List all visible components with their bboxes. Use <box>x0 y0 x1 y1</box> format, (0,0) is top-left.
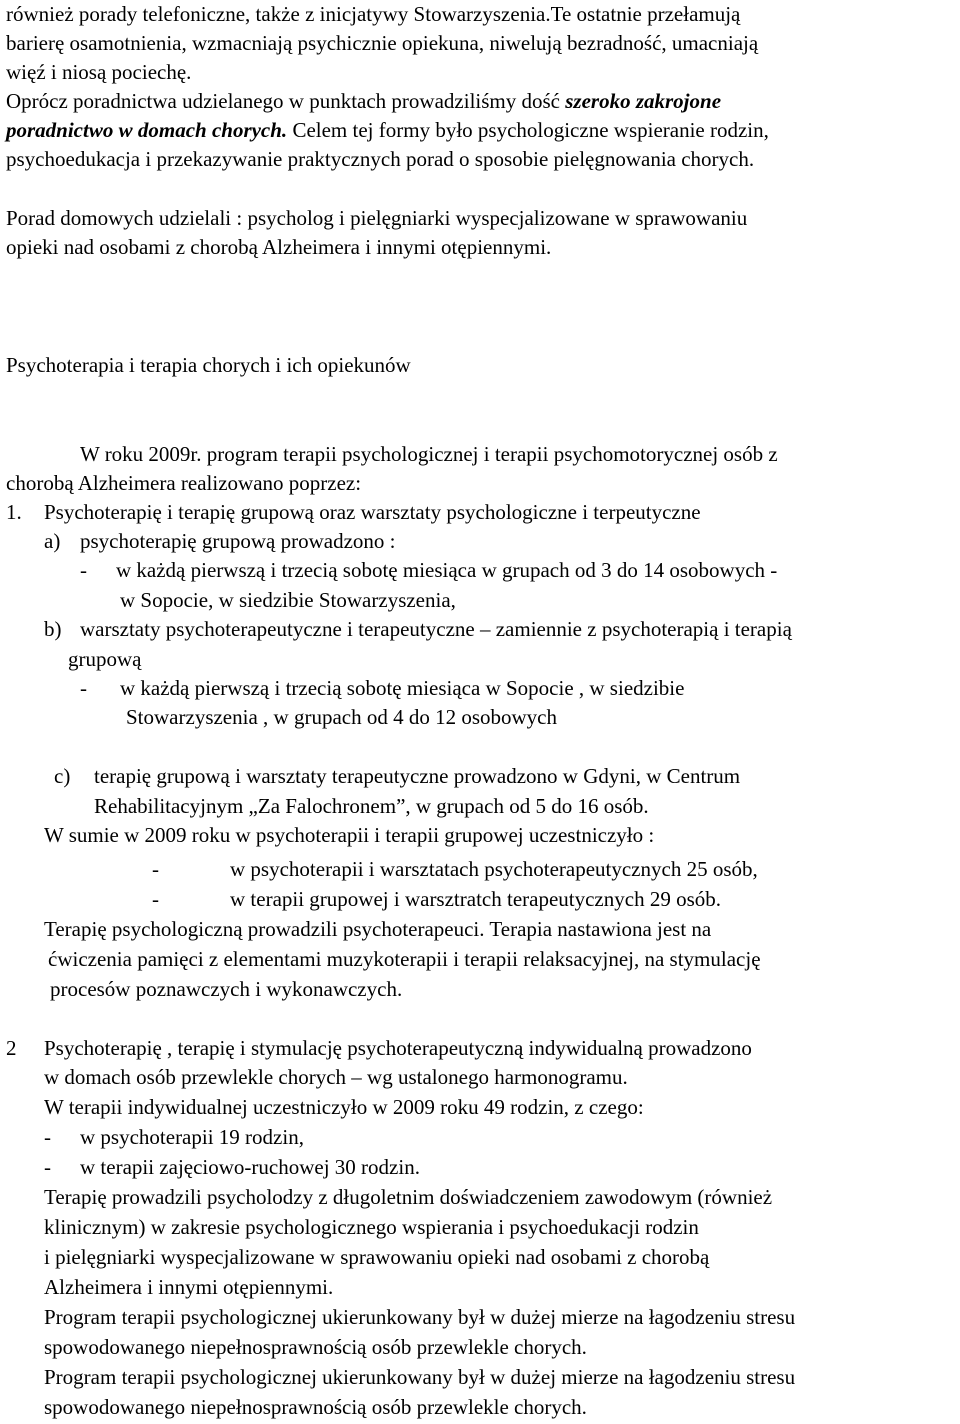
item-2-line-6: Terapię prowadzili psycholodzy z długoletnim doświadczeniem zawodowym (również <box>44 1185 773 1209</box>
item-2-line-4: w psychoterapii 19 rodzin, <box>80 1125 304 1149</box>
item-1a-label: a) <box>44 529 61 553</box>
item-2-line-7: klinicznym) w zakresie psychologicznego wspierania i psychoedukacji rodzin <box>44 1215 699 1239</box>
item-1-number: 1. <box>6 500 22 524</box>
program-line-2: chorobą Alzheimera realizowano poprzez: <box>6 471 362 495</box>
item-1b-sub-1: w każdą pierwszą i trzecią sobotę miesiąca w Sopocie , w siedzibie <box>120 676 685 700</box>
item-2-dash-2: - <box>44 1155 51 1179</box>
section-heading: Psychoterapia i terapia chorych i ich opiekunów <box>6 353 411 377</box>
item-1b-sub-2: Stowarzyszenia , w grupach od 4 do 12 osobowych <box>126 705 557 729</box>
intro-line-4 <box>6 87 721 116</box>
item-2-number: 2 <box>6 1036 17 1060</box>
item-1c-text: terapię grupową i warsztaty terapeutyczne prowadzono w Gdyni, w Centrum <box>94 764 741 788</box>
item-2-line-13: spowodowanego niepełnosprawnością osób przewlekle chorych. <box>44 1395 587 1419</box>
program-line-1: W roku 2009r. program terapii psychologicznej i terapii psychomotorycznej osób z <box>80 442 778 466</box>
item-2-line-8: i pielęgniarki wyspecjalizowane w sprawowaniu opieki nad osobami z chorobą <box>44 1245 710 1269</box>
intro-line-5 <box>6 116 769 145</box>
item-2-dash-1: - <box>44 1125 51 1149</box>
intro-line-5-emphasis: poradnictwo w domach chorych. <box>6 118 288 142</box>
item-2-line-10: Program terapii psychologicznej ukierunkowany był w dużej mierze na łagodzeniu stresu <box>44 1305 796 1329</box>
intro-line-6: psychoedukacja i przekazywanie praktycznych porad o sposobie pielęgnowania chorych. <box>6 147 755 171</box>
item-2-line-1: Psychoterapię , terapię i stymulację psychoterapeutyczną indywidualną prowadzono <box>44 1036 752 1060</box>
item-1a-dash: - <box>80 558 87 582</box>
item-1-sum-item-1: w psychoterapii i warsztatach psychoterapeutycznych 25 osób, <box>230 857 758 881</box>
item-1-sum-item-2: w terapii grupowej i warsztratch terapeutycznych 29 osób. <box>230 887 721 911</box>
porad-line-2: opieki nad osobami z chorobą Alzheimera i innymi otępiennymi. <box>6 235 552 259</box>
porad-line-1: Porad domowych udzielali : psycholog i pielęgniarki wyspecjalizowane w sprawowaniu <box>6 206 748 230</box>
item-1c-text-cont: Rehabilitacyjnym „Za Falochronem”, w grupach od 5 do 16 osób. <box>94 794 649 818</box>
intro-line-2: barierę osamotnienia, wzmacniają psychicznie opiekuna, niwelują bezradność, umacniają <box>6 31 759 55</box>
item-1a-sub-2: w Sopocie, w siedzibie Stowarzyszenia, <box>120 588 456 612</box>
intro-line-1: również porady telefoniczne, także z inicjatywy Stowarzyszenia.Te ostatnie przełamują <box>6 2 741 26</box>
item-1b-text: warsztaty psychoterapeutyczne i terapeutyczne – zamiennie z psychoterapią i terapią <box>80 617 792 641</box>
intro-line-3: więź i niosą pociechę. <box>6 60 192 84</box>
item-2-line-11: spowodowanego niepełnosprawnością osób przewlekle chorych. <box>44 1335 587 1359</box>
item-1b-label: b) <box>44 617 62 641</box>
item-1-sum-dash-2: - <box>152 887 159 911</box>
item-2-line-2: w domach osób przewlekle chorych – wg ustalonego harmonogramu. <box>44 1065 628 1089</box>
item-1-para-1: Terapię psychologiczną prowadzili psychoterapeuci. Terapia nastawiona jest na <box>44 917 712 941</box>
item-1b-text-cont: grupową <box>68 647 142 671</box>
item-1-para-3: procesów poznawczych i wykonawczych. <box>50 977 403 1001</box>
item-1-title: Psychoterapię i terapię grupową oraz warsztaty psychologiczne i terpeutyczne <box>44 500 701 524</box>
item-1-sum-dash-1: - <box>152 857 159 881</box>
item-1-para-2: ćwiczenia pamięci z elementami muzykoterapii i terapii relaksacyjnej, na stymulację <box>48 947 761 971</box>
intro-line-4-emphasis: szeroko zakrojone <box>565 89 722 113</box>
item-1a-text: psychoterapię grupową prowadzono : <box>80 529 396 553</box>
item-1a-sub-1: w każdą pierwszą i trzecią sobotę miesiąca w grupach od 3 do 14 osobowych - <box>116 558 778 582</box>
item-1c-label: c) <box>54 764 71 788</box>
intro-line-4-text: Oprócz poradnictwa udzielanego w punktach prowadziliśmy dość <box>6 89 566 113</box>
item-2-line-9: Alzheimera i innymi otępiennymi. <box>44 1275 334 1299</box>
item-2-line-3: W terapii indywidualnej uczestniczyło w 2009 roku 49 rodzin, z czego: <box>44 1095 644 1119</box>
item-1-sum: W sumie w 2009 roku w psychoterapii i terapii grupowej uczestniczyło : <box>44 823 655 847</box>
item-1b-dash: - <box>80 676 87 700</box>
item-2-line-5: w terapii zajęciowo-ruchowej 30 rodzin. <box>80 1155 420 1179</box>
item-2-line-12: Program terapii psychologicznej ukierunkowany był w dużej mierze na łagodzeniu stresu <box>44 1365 796 1389</box>
intro-line-5-text: Celem tej formy było psychologiczne wspieranie rodzin, <box>287 118 769 142</box>
